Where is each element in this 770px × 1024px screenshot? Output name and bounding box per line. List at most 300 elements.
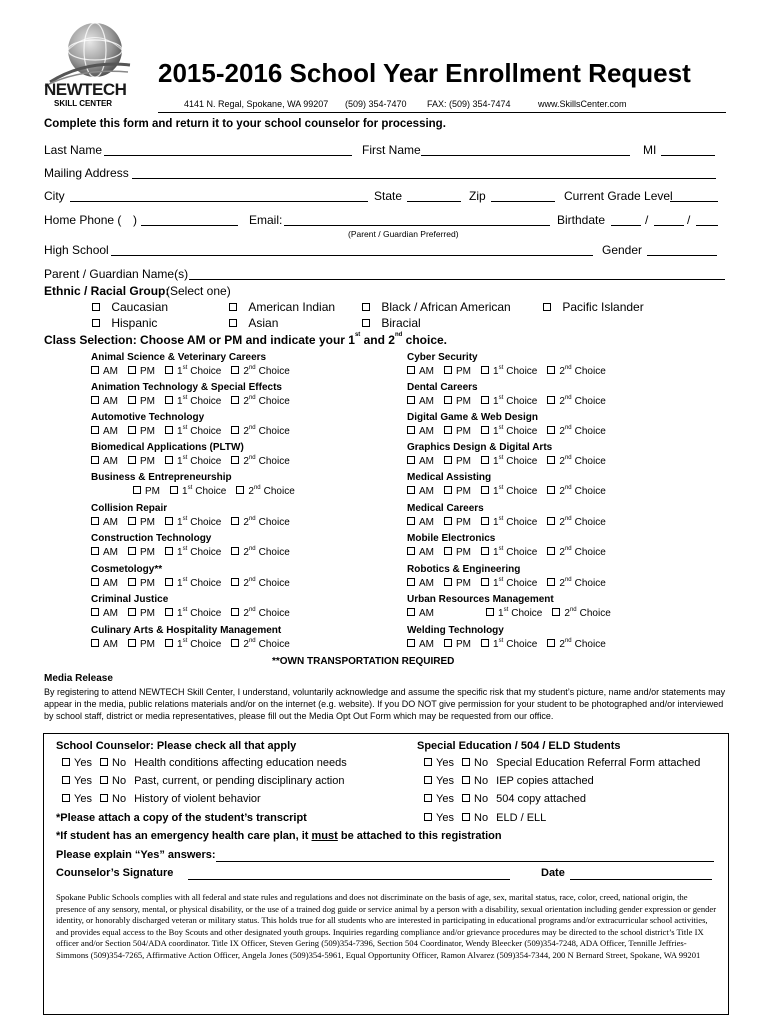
program-options — [407, 396, 616, 407]
no-checkbox[interactable] — [100, 758, 108, 766]
checkbox[interactable] — [165, 366, 173, 374]
option[interactable] — [91, 396, 118, 407]
checkbox[interactable] — [547, 396, 555, 404]
option[interactable] — [91, 366, 118, 377]
option[interactable] — [444, 396, 471, 407]
ordinal-suffix: st — [182, 607, 188, 613]
checkbox[interactable] — [547, 486, 555, 494]
ordinal-suffix: nd — [248, 607, 256, 613]
option[interactable] — [444, 517, 471, 528]
ordinal-suffix: nd — [564, 425, 572, 431]
option[interactable] — [91, 426, 118, 437]
checkbox[interactable] — [92, 303, 100, 311]
option-label: 2 — [559, 578, 565, 589]
birthdate-day-field[interactable] — [654, 213, 684, 226]
explain-label: Please explain “Yes” answers: — [56, 849, 216, 861]
option[interactable] — [231, 366, 289, 377]
ordinal-suffix: nd — [564, 485, 572, 491]
option[interactable] — [547, 547, 605, 558]
option[interactable] — [547, 366, 605, 377]
no-checkbox[interactable] — [462, 794, 470, 802]
program-name: Graphics Design & Digital Arts — [407, 442, 553, 453]
option[interactable] — [170, 486, 226, 497]
option-label: Choice — [506, 486, 538, 497]
birthdate-month-field[interactable] — [611, 213, 641, 226]
option-label: AM — [419, 547, 434, 558]
option[interactable] — [444, 486, 471, 497]
checkbox[interactable] — [165, 547, 173, 555]
checkbox[interactable] — [547, 456, 555, 464]
checkbox[interactable] — [481, 639, 489, 647]
checkbox[interactable] — [128, 547, 136, 555]
option[interactable] — [444, 639, 471, 650]
last-name-field[interactable] — [104, 143, 352, 156]
option[interactable] — [165, 578, 221, 589]
checkbox[interactable] — [407, 486, 415, 494]
checkbox[interactable] — [128, 608, 136, 616]
option[interactable] — [91, 608, 118, 619]
checkbox[interactable] — [481, 366, 489, 374]
option[interactable] — [165, 366, 221, 377]
checkbox[interactable] — [231, 608, 239, 616]
checkbox[interactable] — [128, 639, 136, 647]
counselor-item: Yes No Health conditions affecting education needs — [62, 757, 347, 769]
option[interactable] — [486, 608, 542, 619]
option[interactable] — [231, 608, 289, 619]
option[interactable] — [128, 639, 155, 650]
option[interactable] — [128, 517, 155, 528]
ordinal-suffix: st — [187, 485, 193, 491]
ordinal-suffix: st — [498, 365, 504, 371]
special-ed-item: Yes No ELD / ELL — [424, 812, 546, 824]
program-options — [91, 456, 300, 467]
checkbox[interactable] — [170, 486, 178, 494]
checkbox[interactable] — [444, 486, 452, 494]
option[interactable] — [407, 578, 434, 589]
option-label: Choice — [574, 639, 606, 650]
ordinal-suffix: st — [182, 365, 188, 371]
option-label: AM — [419, 456, 434, 467]
checkbox[interactable] — [407, 547, 415, 555]
checkbox[interactable] — [407, 517, 415, 525]
option-label: 2 — [564, 608, 570, 619]
program-options — [91, 517, 300, 528]
option-label: AM — [103, 426, 118, 437]
option[interactable] — [547, 396, 605, 407]
checkbox[interactable] — [91, 366, 99, 374]
checkbox[interactable] — [231, 396, 239, 404]
option[interactable] — [128, 547, 155, 558]
explain-field[interactable] — [216, 849, 714, 862]
option[interactable] — [481, 366, 537, 377]
option[interactable] — [128, 608, 155, 619]
special-ed-item: Yes No IEP copies attached — [424, 775, 594, 787]
option[interactable] — [547, 578, 605, 589]
program-name: Biomedical Applications (PLTW) — [91, 442, 244, 453]
option-label: Choice — [574, 547, 606, 558]
option[interactable] — [407, 608, 434, 619]
option[interactable] — [165, 517, 221, 528]
option[interactable] — [165, 426, 221, 437]
option-label: Choice — [506, 456, 538, 467]
checkbox[interactable] — [231, 578, 239, 586]
yes-checkbox[interactable] — [424, 794, 432, 802]
zip-field[interactable] — [491, 189, 555, 202]
option[interactable] — [481, 486, 537, 497]
checkbox[interactable] — [543, 303, 551, 311]
checkbox[interactable] — [128, 578, 136, 586]
checkbox[interactable] — [165, 608, 173, 616]
option[interactable] — [165, 547, 221, 558]
option[interactable] — [128, 366, 155, 377]
ethnic-option-caucasian[interactable]: Caucasian — [92, 300, 168, 314]
option-label: Choice — [190, 608, 222, 619]
mi-field[interactable] — [661, 143, 715, 156]
ordinal-suffix: st — [182, 425, 188, 431]
program-name: Welding Technology — [407, 625, 504, 636]
yes-checkbox[interactable] — [62, 794, 70, 802]
checkbox[interactable] — [165, 578, 173, 586]
option-label: 1 — [493, 517, 499, 528]
checkbox[interactable] — [231, 547, 239, 555]
checkbox[interactable] — [444, 547, 452, 555]
program-name: Cosmetology** — [91, 564, 163, 575]
program-options — [91, 608, 300, 619]
option[interactable] — [133, 486, 160, 497]
option[interactable] — [407, 517, 434, 528]
checkbox[interactable] — [236, 486, 244, 494]
checkbox[interactable] — [165, 456, 173, 464]
checkbox[interactable] — [547, 426, 555, 434]
high-school-field[interactable] — [111, 243, 593, 256]
yes-checkbox[interactable] — [62, 758, 70, 766]
option[interactable] — [481, 396, 537, 407]
checkbox[interactable] — [486, 608, 494, 616]
option[interactable] — [91, 578, 118, 589]
no-checkbox[interactable] — [100, 776, 108, 784]
checkbox[interactable] — [407, 396, 415, 404]
checkbox[interactable] — [91, 396, 99, 404]
option[interactable] — [481, 639, 537, 650]
mi-label: MI — [643, 143, 657, 157]
option-label: Choice — [574, 578, 606, 589]
option[interactable] — [236, 486, 294, 497]
option-label: Choice — [258, 547, 290, 558]
parent-names-field[interactable] — [189, 267, 725, 280]
ordinal-suffix: nd — [564, 546, 572, 552]
option[interactable] — [165, 639, 221, 650]
checkbox[interactable] — [128, 396, 136, 404]
option[interactable] — [128, 396, 155, 407]
option[interactable] — [128, 578, 155, 589]
option[interactable] — [444, 578, 471, 589]
option[interactable] — [407, 486, 434, 497]
program-options — [91, 486, 305, 497]
checkbox[interactable] — [91, 639, 99, 647]
state-field[interactable] — [407, 189, 461, 202]
option-label: AM — [103, 578, 118, 589]
option-label: PM — [456, 426, 471, 437]
ordinal-suffix: st — [182, 516, 188, 522]
first-name-field[interactable] — [421, 143, 630, 156]
option-label: AM — [103, 366, 118, 377]
checkbox[interactable] — [547, 639, 555, 647]
checkbox[interactable] — [92, 319, 100, 327]
program-name: Urban Resources Management — [407, 594, 554, 605]
checkbox[interactable] — [91, 426, 99, 434]
option-label: PM — [140, 547, 155, 558]
checkbox[interactable] — [231, 517, 239, 525]
option-label: 2 — [243, 578, 249, 589]
checkbox[interactable] — [229, 303, 237, 311]
option[interactable] — [552, 608, 610, 619]
option-label: 2 — [243, 547, 249, 558]
ethnic-option-hispanic[interactable]: Hispanic — [92, 316, 157, 330]
ordinal-suffix: st — [503, 607, 509, 613]
checkbox[interactable] — [231, 639, 239, 647]
media-text: By registering to attend NEWTECH Skill Center, I understand, voluntarily acknowledge and assume the specific risk that my student’s picture, name and/or statements may appear in the media, public relations materials and/or on the internet (e.g. website). If you DO NOT give permission for your student to be photographed and/or interviewed by school staff, district or media representatives, please fill out the Media Opt Out Form which may be requested from our office. — [44, 687, 726, 721]
option-label: 2 — [243, 639, 249, 650]
checkbox[interactable] — [128, 456, 136, 464]
program-name: Automotive Technology — [91, 412, 205, 423]
checkbox[interactable] — [229, 319, 237, 327]
option-label: 2 — [243, 396, 249, 407]
state-label: State — [374, 189, 403, 203]
option-label: PM — [140, 578, 155, 589]
program-name: Criminal Justice — [91, 594, 169, 605]
option[interactable] — [231, 578, 289, 589]
ethnic-option-american-indian[interactable]: American Indian — [229, 300, 335, 314]
yes-checkbox[interactable] — [424, 813, 432, 821]
option-label: PM — [456, 639, 471, 650]
option-label: PM — [456, 366, 471, 377]
yes-checkbox[interactable] — [62, 776, 70, 784]
option[interactable] — [231, 517, 289, 528]
option-label: 2 — [559, 486, 565, 497]
option-label: PM — [456, 396, 471, 407]
option[interactable] — [444, 547, 471, 558]
checkbox[interactable] — [444, 578, 452, 586]
ordinal-suffix: nd — [564, 455, 572, 461]
checkbox[interactable] — [231, 426, 239, 434]
checkbox[interactable] — [407, 608, 415, 616]
ethnic-option-asian[interactable]: Asian — [229, 316, 278, 330]
option-label: Choice — [195, 486, 227, 497]
option-label: 1 — [493, 456, 499, 467]
yes-checkbox[interactable] — [424, 758, 432, 766]
no-checkbox[interactable] — [462, 776, 470, 784]
emergency-note: *If student has an emergency health care plan, it must be attached to this registration — [56, 830, 502, 842]
checkbox[interactable] — [444, 426, 452, 434]
checkbox[interactable] — [407, 578, 415, 586]
checkbox[interactable] — [481, 547, 489, 555]
option[interactable] — [444, 456, 471, 467]
city-field[interactable] — [70, 189, 368, 202]
checkbox[interactable] — [231, 366, 239, 374]
checkbox[interactable] — [165, 396, 173, 404]
checkbox[interactable] — [128, 517, 136, 525]
option[interactable] — [407, 547, 434, 558]
checkbox[interactable] — [444, 366, 452, 374]
yes-checkbox[interactable] — [424, 776, 432, 784]
option-label: 1 — [493, 578, 499, 589]
grade-field[interactable] — [670, 189, 718, 202]
checkbox[interactable] — [481, 517, 489, 525]
school-phone: (509) 354-7470 — [345, 99, 407, 109]
checkbox[interactable] — [362, 319, 370, 327]
option[interactable] — [165, 608, 221, 619]
ordinal-suffix: nd — [248, 395, 256, 401]
checkbox[interactable] — [481, 578, 489, 586]
checkbox[interactable] — [444, 639, 452, 647]
no-checkbox[interactable] — [462, 813, 470, 821]
option[interactable] — [407, 396, 434, 407]
checkbox[interactable] — [547, 366, 555, 374]
signature-field[interactable] — [188, 867, 510, 880]
checkbox[interactable] — [133, 486, 141, 494]
option[interactable] — [91, 547, 118, 558]
option[interactable] — [91, 639, 118, 650]
ordinal-suffix: nd — [564, 516, 572, 522]
option[interactable] — [547, 639, 605, 650]
birthdate-year-field[interactable] — [696, 213, 718, 226]
no-checkbox[interactable] — [462, 758, 470, 766]
program-name: Animation Technology & Special Effects — [91, 382, 282, 393]
checkbox[interactable] — [362, 303, 370, 311]
checkbox[interactable] — [165, 426, 173, 434]
checkbox[interactable] — [91, 517, 99, 525]
option[interactable] — [481, 547, 537, 558]
option[interactable] — [547, 517, 605, 528]
option-label: PM — [456, 517, 471, 528]
date-label: Date — [541, 867, 565, 879]
ethnic-option-pacific-islander[interactable]: Pacific Islander — [543, 300, 644, 314]
option[interactable] — [231, 396, 289, 407]
program-options — [407, 426, 616, 437]
checkbox[interactable] — [165, 517, 173, 525]
option[interactable] — [547, 426, 605, 437]
ordinal-suffix: st — [498, 455, 504, 461]
mailing-address-field[interactable] — [132, 166, 716, 179]
option[interactable] — [444, 426, 471, 437]
option[interactable] — [547, 456, 605, 467]
option[interactable] — [407, 456, 434, 467]
ethnic-option-black[interactable]: Black / African American — [362, 300, 511, 314]
option-label: 2 — [243, 366, 249, 377]
checkbox[interactable] — [547, 578, 555, 586]
program-name: Medical Careers — [407, 503, 484, 514]
home-phone-close-paren: ) — [133, 213, 137, 227]
option-label: Choice — [506, 517, 538, 528]
option[interactable] — [481, 456, 537, 467]
option[interactable] — [481, 426, 537, 437]
checkbox[interactable] — [407, 366, 415, 374]
option[interactable] — [165, 396, 221, 407]
checkbox[interactable] — [407, 426, 415, 434]
option[interactable] — [128, 456, 155, 467]
ethnic-option-biracial[interactable]: Biracial — [362, 316, 421, 330]
program-options — [407, 639, 616, 650]
option-label: AM — [419, 578, 434, 589]
checkbox[interactable] — [128, 366, 136, 374]
option[interactable] — [231, 547, 289, 558]
option[interactable] — [481, 578, 537, 589]
ordinal-suffix: st — [498, 425, 504, 431]
checkbox[interactable] — [481, 486, 489, 494]
program-name: Construction Technology — [91, 533, 212, 544]
option[interactable] — [231, 456, 289, 467]
checkbox[interactable] — [91, 547, 99, 555]
email-field[interactable] — [284, 213, 550, 226]
grade-label: Current Grade Level — [564, 189, 673, 203]
home-phone-field[interactable] — [141, 213, 238, 226]
option[interactable] — [165, 456, 221, 467]
nondiscrimination-footer: Spokane Public Schools complies with all federal and state rules and regulations and does not discriminate on the basis of age, sex, marital status, race, color, creed, national origin, the presence of any sensory, mental, or physical disability, or the use of a trained dog guide or service animal by a person with a disability, sexual orientation including gender expression or gender identity, or honorably discharged veteran or military status. This holds true for all students who are interested in participating in educational programs and/or extracurricular school activities, and provides equal access to the Boy Scouts and other designated youth groups. Inquiries regarding compliance and/or grievance procedures may be directed to the school district’s Title IX officer and/or Section 504/ADA coordinator. Title IX Officer, Steven Gering (509)354-7396, Section 504 Coordinator, Wendy Bleecker (509)354-7248, ADA Officer, Tennille Jeffries-Simmons (509)354-7265, Affirmative Action Officer, Angela Jones (509)354-5961, Equal Opportunity Officer, Ramon Alvarez (509)354-7344, 200 N Bernard Street, Spokane, WA 99201 — [56, 892, 717, 960]
checkbox[interactable] — [481, 456, 489, 464]
checkbox[interactable] — [91, 608, 99, 616]
option-label: Choice — [190, 578, 222, 589]
option-label: AM — [103, 517, 118, 528]
option[interactable] — [231, 426, 289, 437]
option[interactable] — [481, 517, 537, 528]
option[interactable] — [407, 639, 434, 650]
option-label: 1 — [493, 547, 499, 558]
option-label: Choice — [574, 517, 606, 528]
option-label: AM — [419, 486, 434, 497]
checkbox[interactable] — [481, 396, 489, 404]
gender-field[interactable] — [647, 243, 717, 256]
school-fax: FAX: (509) 354-7474 — [427, 99, 511, 109]
checkbox[interactable] — [165, 639, 173, 647]
checkbox[interactable] — [91, 578, 99, 586]
option[interactable] — [91, 517, 118, 528]
program-name: Robotics & Engineering — [407, 564, 521, 575]
checkbox[interactable] — [444, 396, 452, 404]
option[interactable] — [231, 639, 289, 650]
checkbox[interactable] — [231, 456, 239, 464]
program-name: Business & Entrepreneurship — [91, 472, 232, 483]
instructions: Complete this form and return it to your school counselor for processing. — [44, 118, 446, 130]
checkbox[interactable] — [444, 517, 452, 525]
option-label: 2 — [243, 456, 249, 467]
checkbox[interactable] — [547, 517, 555, 525]
checkbox[interactable] — [128, 426, 136, 434]
checkbox[interactable] — [547, 547, 555, 555]
option[interactable] — [128, 426, 155, 437]
checkbox[interactable] — [552, 608, 560, 616]
date-field[interactable] — [570, 867, 712, 880]
program-options — [91, 396, 300, 407]
option-label: Choice — [574, 366, 606, 377]
option[interactable] — [407, 366, 434, 377]
option[interactable] — [444, 366, 471, 377]
no-checkbox[interactable] — [100, 794, 108, 802]
option-label: 1 — [177, 426, 183, 437]
option-label: PM — [140, 396, 155, 407]
checkbox[interactable] — [407, 639, 415, 647]
checkbox[interactable] — [481, 426, 489, 434]
option[interactable] — [407, 426, 434, 437]
option-label: AM — [419, 426, 434, 437]
option-label: 2 — [243, 517, 249, 528]
checkbox[interactable] — [407, 456, 415, 464]
checkbox[interactable] — [444, 456, 452, 464]
option[interactable] — [547, 486, 605, 497]
option[interactable] — [91, 456, 118, 467]
ordinal-suffix: nd — [248, 577, 256, 583]
checkbox[interactable] — [91, 456, 99, 464]
option-label: 1 — [493, 426, 499, 437]
